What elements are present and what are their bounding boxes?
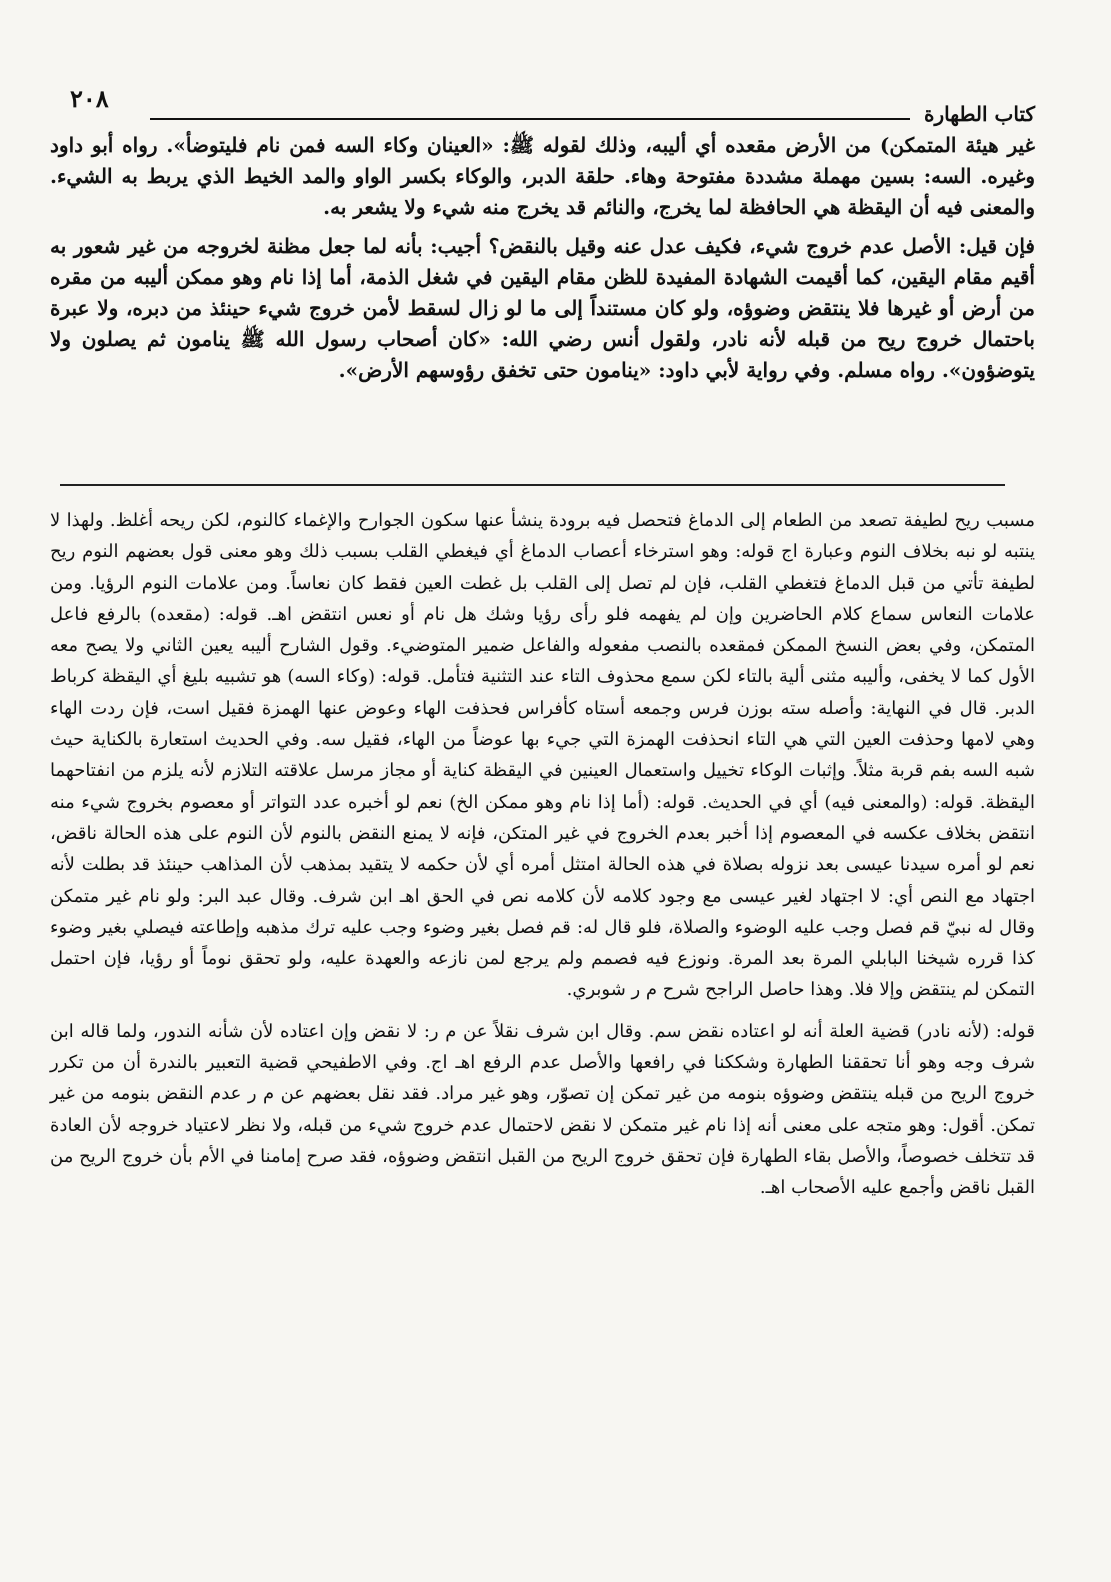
page-number: ٢٠٨ bbox=[70, 84, 109, 113]
main-paragraph-2-lead: فإن قيل: bbox=[958, 234, 1035, 258]
commentary-paragraph-1: مسبب ريح لطيفة تصعد من الطعام إلى الدماغ فتحصل فيه برودة ينشأ عنها سكون الجوارح والإغماء كالنوم، لكن ريحه أغلظ. ولهذا لا ينتبه لو نبه بخلاف النوم وعبارة اج قوله: وهو استرخاء أعصاب الدماغ أي فيغطي القلب بسبب ذلك وهو معنى قول بعضهم النوم ريح لطيفة تأتي من قبل الدماغ فتغطي القلب، فإن لم تصل إلى القلب بل غطت العين فقط كان نعاساً. ومن علامات النوم الرؤيا. ومن علامات النعاس سماع كلام الحاضرين وإن لم يفهمه فلو رأى رؤيا وشك هل نام أو نعس انتقض اهـ. قوله: (مقعده) بالرفع فاعل المتمكن، وفي بعض النسخ الممكن فمقعده بالنصب مفعوله والفاعل ضمير المتوضيء. وقول الشارح أليبه يعين الثاني ولا يصح معه الأول كما لا يخفى، وأليبه مثنى ألية بالتاء لكن سمع محذوف التاء عند التثنية فتأمل. قوله: (وكاء السه) هو تشبيه بليغ أي اليقظة كرباط الدبر. قال في النهاية: وأصله سته بوزن فرس وجمعه أستاه كأفراس فحذفت الهاء وعوض عنها الهمزة فقيل است، فإن ردت الهاء وهي لامها وحذفت العين التي هي التاء انحذفت الهمزة التي جيء بها عوضاً من الهاء، فقيل سه. وفي الحديث استعارة بالكناية حيث شبه السه بفم قربة مثلاً. وإثبات الوكاء تخييل واستعمال العينين في اليقظة كناية أو مجاز مرسل علاقته التلازم لأنه يلزم من انفتاحهما اليقظة. قوله: (والمعنى فيه) أي في الحديث. قوله: (أما إذا نام وهو ممكن الخ) نعم لو أخبره عدد التواتر أو معصوم بخروج شيء منه انتقض بخلاف عكسه في المعصوم إذا أخبر بعدم الخروج في غير المتكن، فإنه لا يمنع النقض بالنوم لأن النوم على هذه الحالة ناقض، نعم لو أمره سيدنا عيسى بعد نزوله بصلاة في هذه الحالة امتثل أمره أي لأن حكمه لا يتقيد بمذهب لأن المذاهب حينئذ قد بطلت لأنه اجتهاد مع النص أي: لا اجتهاد لغير عيسى مع وجود كلامه لأن كلامه نص في الحق اهـ ابن شرف. وقال عبد البر: ولو نام غير متمكن وقال له نبيّ قم فصل وجب عليه الوضوء والصلاة، فلو قال له: قم فصل بغير وضوء وجب عليه ترك مذهبه وإطاعته فيصلي بغير وضوء كذا قرره شيخنا البابلي المرة بعد المرة. ونوزع فيه فصمم ولم يرجع لمن نازعه والعهدة عليه، ولو تحقق نوماً أو رؤيا، فإن احتمل التمكن لم ينتقض وإلا فلا. وهذا حاصل الراجح شرح م ر شوبري. bbox=[50, 510, 1035, 1001]
main-text bbox=[50, 130, 1035, 394]
page-header bbox=[70, 84, 1035, 124]
main-paragraph-2 bbox=[50, 231, 1035, 386]
main-paragraph-1 bbox=[50, 130, 1035, 223]
commentary-text bbox=[50, 505, 1035, 1214]
main-paragraph-2-text: الأصل عدم خروج شيء، فكيف عدل عنه وقيل بالنقض؟ أجيب: بأنه لما جعل مظنة لخروجه من غير شعور به أقيم مقام اليقين، كما أقيمت الشهادة المفيدة للظن مقام اليقين في شغل الذمة، أما إذا نام وهو ممكن أليبه من مقره من أرض أو غيرها فلا ينتقض وضوؤه، ولو كان مستنداً إلى ما لو زال لسقط لأمن خروج شيء حينئذ من دبره، ولا عبرة باحتمال خروج ريح من قبله لأنه نادر، ولقول أنس رضي الله: «كان أصحاب رسول الله ﷺ ينامون ثم يصلون ولا يتوضؤون». رواه مسلم. وفي رواية لأبي داود: «ينامون حتى تخفق رؤوسهم الأرض». bbox=[50, 234, 1035, 382]
main-paragraph-1-lead: غير هيئة المتمكن) bbox=[879, 133, 1035, 157]
section-divider bbox=[60, 484, 1005, 486]
commentary-paragraph-2: قوله: (لأنه نادر) قضية العلة أنه لو اعتاده نقض سم. وقال ابن شرف نقلاً عن م ر: لا نقض وإن اعتاده لأن شأنه الندور، ولما قاله ابن شرف وجه وهو أنا تحققنا الطهارة وشككنا في رافعها والأصل عدم الرفع اهـ اج. وفي الاطفيحي قضية التعبير بالندرة أن من تكرر خروج الريح من قبله ينتقض وضوؤه بنومه من غير تمكن إن تصوّر، وهو غير مراد. فقد نقل بعضهم عن م ر عدم النقض بنومه من غير تمكن. أقول: وهو متجه على معنى أنه إذا نام غير متمكن لا نقض لاحتمال عدم خروج شيء من قبله، ولا نظر لاعتياد خروجه لأن العادة قد تتخلف خصوصاً، والأصل بقاء الطهارة فإن تحقق خروج الريح من القبل انتقض وضوؤه، فقد صرح إمامنا في الأم بأن خروج الريح من القبل ناقض وأجمع عليه الأصحاب اهـ. bbox=[50, 1020, 1035, 1199]
book-title: كتاب الطهارة bbox=[924, 102, 1035, 126]
header-rule bbox=[150, 118, 910, 120]
main-paragraph-1-text: من الأرض مقعده أي أليبه، وذلك لقوله ﷺ: «العينان وكاء السه فمن نام فليتوضأ». رواه أبو داود وغيره. السه: بسين مهملة مشددة مفتوحة وهاء. حلقة الدبر، والوكاء بكسر الواو والمد الخيط الذي يربط به الشيء. والمعنى فيه أن اليقظة هي الحافظة لما يخرج، والنائم قد يخرج منه شيء ولا يشعر به. bbox=[50, 133, 1035, 219]
